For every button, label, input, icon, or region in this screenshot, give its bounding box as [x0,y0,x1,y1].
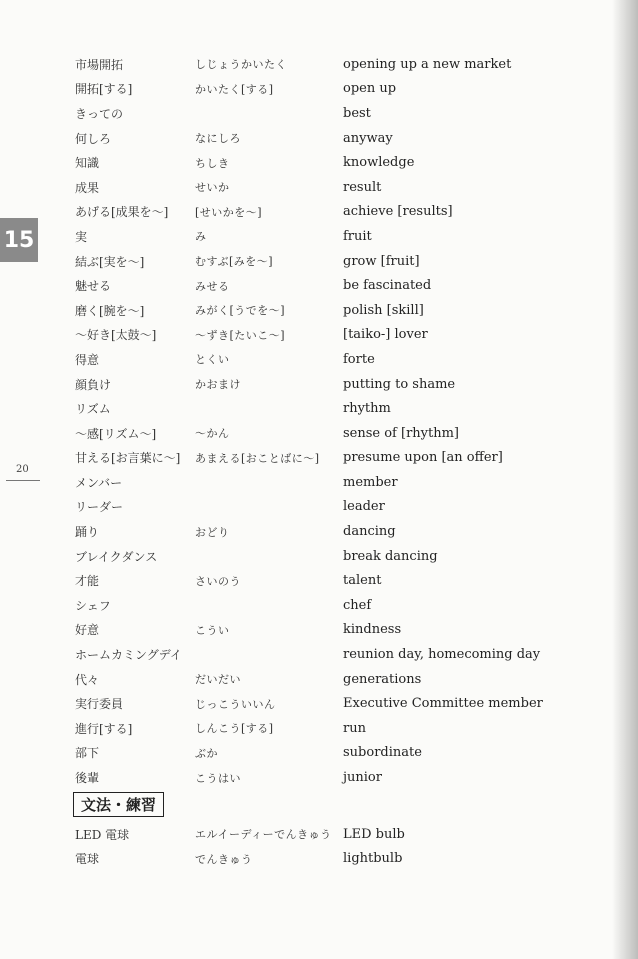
vocabulary-list [75,52,543,790]
vocab-row [75,396,543,421]
vocab-term: 〜感[リズム〜] [75,426,157,441]
vocab-reading: ぶか [195,746,218,760]
vocab-meaning: dancing [343,524,396,540]
vocab-term: 市場開拓 [75,57,124,72]
vocab-meaning: achieve [results] [343,204,453,220]
vocab-term: 成果 [75,180,100,195]
vocab-term: ホームカミングデイ [75,648,182,663]
vocab-term: シェフ [75,598,111,613]
vocab-row [75,249,543,274]
vocab-meaning: kindness [343,622,402,638]
vocab-row [75,741,543,766]
vocab-term: リーダー [75,500,124,515]
vocab-row [75,544,543,569]
vocab-term: 実行委員 [75,697,124,712]
vocab-meaning: open up [343,81,397,97]
vocab-term: 代々 [75,672,100,687]
vocab-term: ブレイクダンス [75,549,158,564]
vocab-row [75,200,543,225]
vocab-meaning: forte [343,351,375,367]
vocab-row [75,446,543,471]
vocab-row [75,642,543,667]
vocab-meaning: member [343,474,398,490]
vocab-meaning: polish [skill] [343,302,424,318]
vocab-meaning: opening up a new market [343,56,512,72]
vocab-reading: エルイーディーでんきゅう [195,828,332,842]
line-number-marker: 20 [16,464,29,475]
vocab-reading: 〜ずき[たいこ〜] [195,328,286,342]
vocab-row [75,716,543,741]
vocab-meaning: grow [fruit] [343,253,420,269]
vocab-row [75,822,543,847]
vocab-meaning: run [343,720,366,736]
vocab-term: あげる[成果を〜] [75,205,169,220]
vocab-row [75,126,543,151]
vocab-row [75,52,543,77]
grammar-section-title: 文法・練習 [73,792,164,817]
vocab-reading: でんきゅう [195,852,253,866]
vocab-row [75,347,543,372]
vocab-reading: こうはい [195,771,241,785]
vocab-term: 顔負け [75,377,112,392]
vocab-term: 後輩 [75,771,100,786]
vocab-reading: じっこういいん [195,697,276,711]
vocab-meaning: subordinate [343,745,422,761]
vocab-row [75,847,543,872]
vocab-reading: かおまけ [195,378,241,392]
vocab-meaning: best [343,105,371,121]
vocab-term: 開拓[する] [75,82,133,97]
vocab-term: 進行[する] [75,721,133,736]
vocab-reading: [せいかを〜] [195,205,263,219]
vocab-meaning: break dancing [343,548,438,564]
vocab-meaning: be fascinated [343,278,432,294]
vocab-term: リズム [75,402,111,417]
vocab-meaning: Executive Committee member [343,696,543,712]
vocab-term: 何しろ [75,131,112,146]
vocab-term: 電球 [75,852,100,867]
vocab-reading: かいたく[する] [195,82,274,96]
vocab-term: 魅せる [75,279,112,294]
vocab-row [75,568,543,593]
vocab-meaning: sense of [rhythm] [343,425,460,441]
chapter-tab: 15 [0,218,38,262]
vocab-meaning: result [343,179,382,195]
vocab-meaning: rhythm [343,401,391,417]
vocab-reading: さいのう [195,574,241,588]
vocab-row [75,618,543,643]
vocab-reading: だいだい [195,673,241,687]
vocab-term: 甘える[お言葉に〜] [75,451,181,466]
vocab-reading: なにしろ [195,132,241,146]
vocab-row [75,667,543,692]
vocab-term: 踊り [75,525,100,540]
vocab-meaning: fruit [343,228,372,244]
vocab-row [75,421,543,446]
vocab-row [75,298,543,323]
vocab-term: 才能 [75,574,100,589]
vocab-term: LED 電球 [75,827,130,842]
vocab-term: 知識 [75,156,100,171]
vocab-reading: みがく[うでを〜] [195,304,286,318]
vocab-term: 好意 [75,623,100,638]
vocab-reading: あまえる[おことばに〜] [195,451,320,465]
vocab-meaning: lightbulb [343,851,403,867]
vocab-reading: しじょうかいたく [195,58,287,72]
vocab-term: 得意 [75,352,100,367]
vocab-term: きっての [75,106,124,121]
vocab-row [75,470,543,495]
vocab-reading: おどり [195,525,230,539]
vocab-reading: 〜かん [195,427,230,441]
grammar-vocabulary-list [75,822,543,871]
page-edge-shadow [612,0,638,959]
vocab-reading: しんこう[する] [195,722,274,736]
vocab-term: 結ぶ[実を〜] [75,254,145,269]
vocab-term: メンバー [75,475,123,490]
vocab-meaning: LED bulb [343,826,405,842]
vocab-term: 部下 [75,746,100,761]
vocab-row [75,77,543,102]
vocab-reading: みせる [195,279,230,293]
vocab-row [75,323,543,348]
vocab-row [75,372,543,397]
vocab-row [75,495,543,520]
vocab-row [75,150,543,175]
vocab-row [75,175,543,200]
vocab-row [75,101,543,126]
vocab-row [75,224,543,249]
vocab-reading: とくい [195,353,230,367]
vocab-reading: こうい [195,623,230,637]
vocab-row [75,765,543,790]
vocab-row [75,519,543,544]
vocab-meaning: leader [343,499,385,515]
vocab-row [75,273,543,298]
vocab-row [75,691,543,716]
vocab-meaning: talent [343,573,382,589]
vocab-meaning: reunion day, homecoming day [343,647,541,663]
vocab-reading: せいか [195,181,230,195]
vocab-meaning: presume upon [an offer] [343,450,503,466]
vocab-meaning: putting to shame [343,376,456,392]
vocab-meaning: generations [343,671,422,687]
vocab-term: 磨く[腕を〜] [75,303,145,318]
vocab-term: 〜好き[太鼓〜] [75,328,157,343]
vocab-reading: み [195,230,207,244]
vocab-term: 実 [75,229,88,244]
vocab-meaning: junior [343,770,382,786]
vocab-meaning: knowledge [343,155,415,171]
vocab-reading: ちしき [195,156,230,170]
vocab-meaning: [taiko-] lover [343,327,428,343]
vocab-meaning: anyway [343,130,393,146]
vocab-meaning: chef [343,597,372,613]
vocab-reading: むすぶ[みを〜] [195,255,274,269]
vocab-row [75,593,543,618]
line-marker-rule [6,480,40,481]
